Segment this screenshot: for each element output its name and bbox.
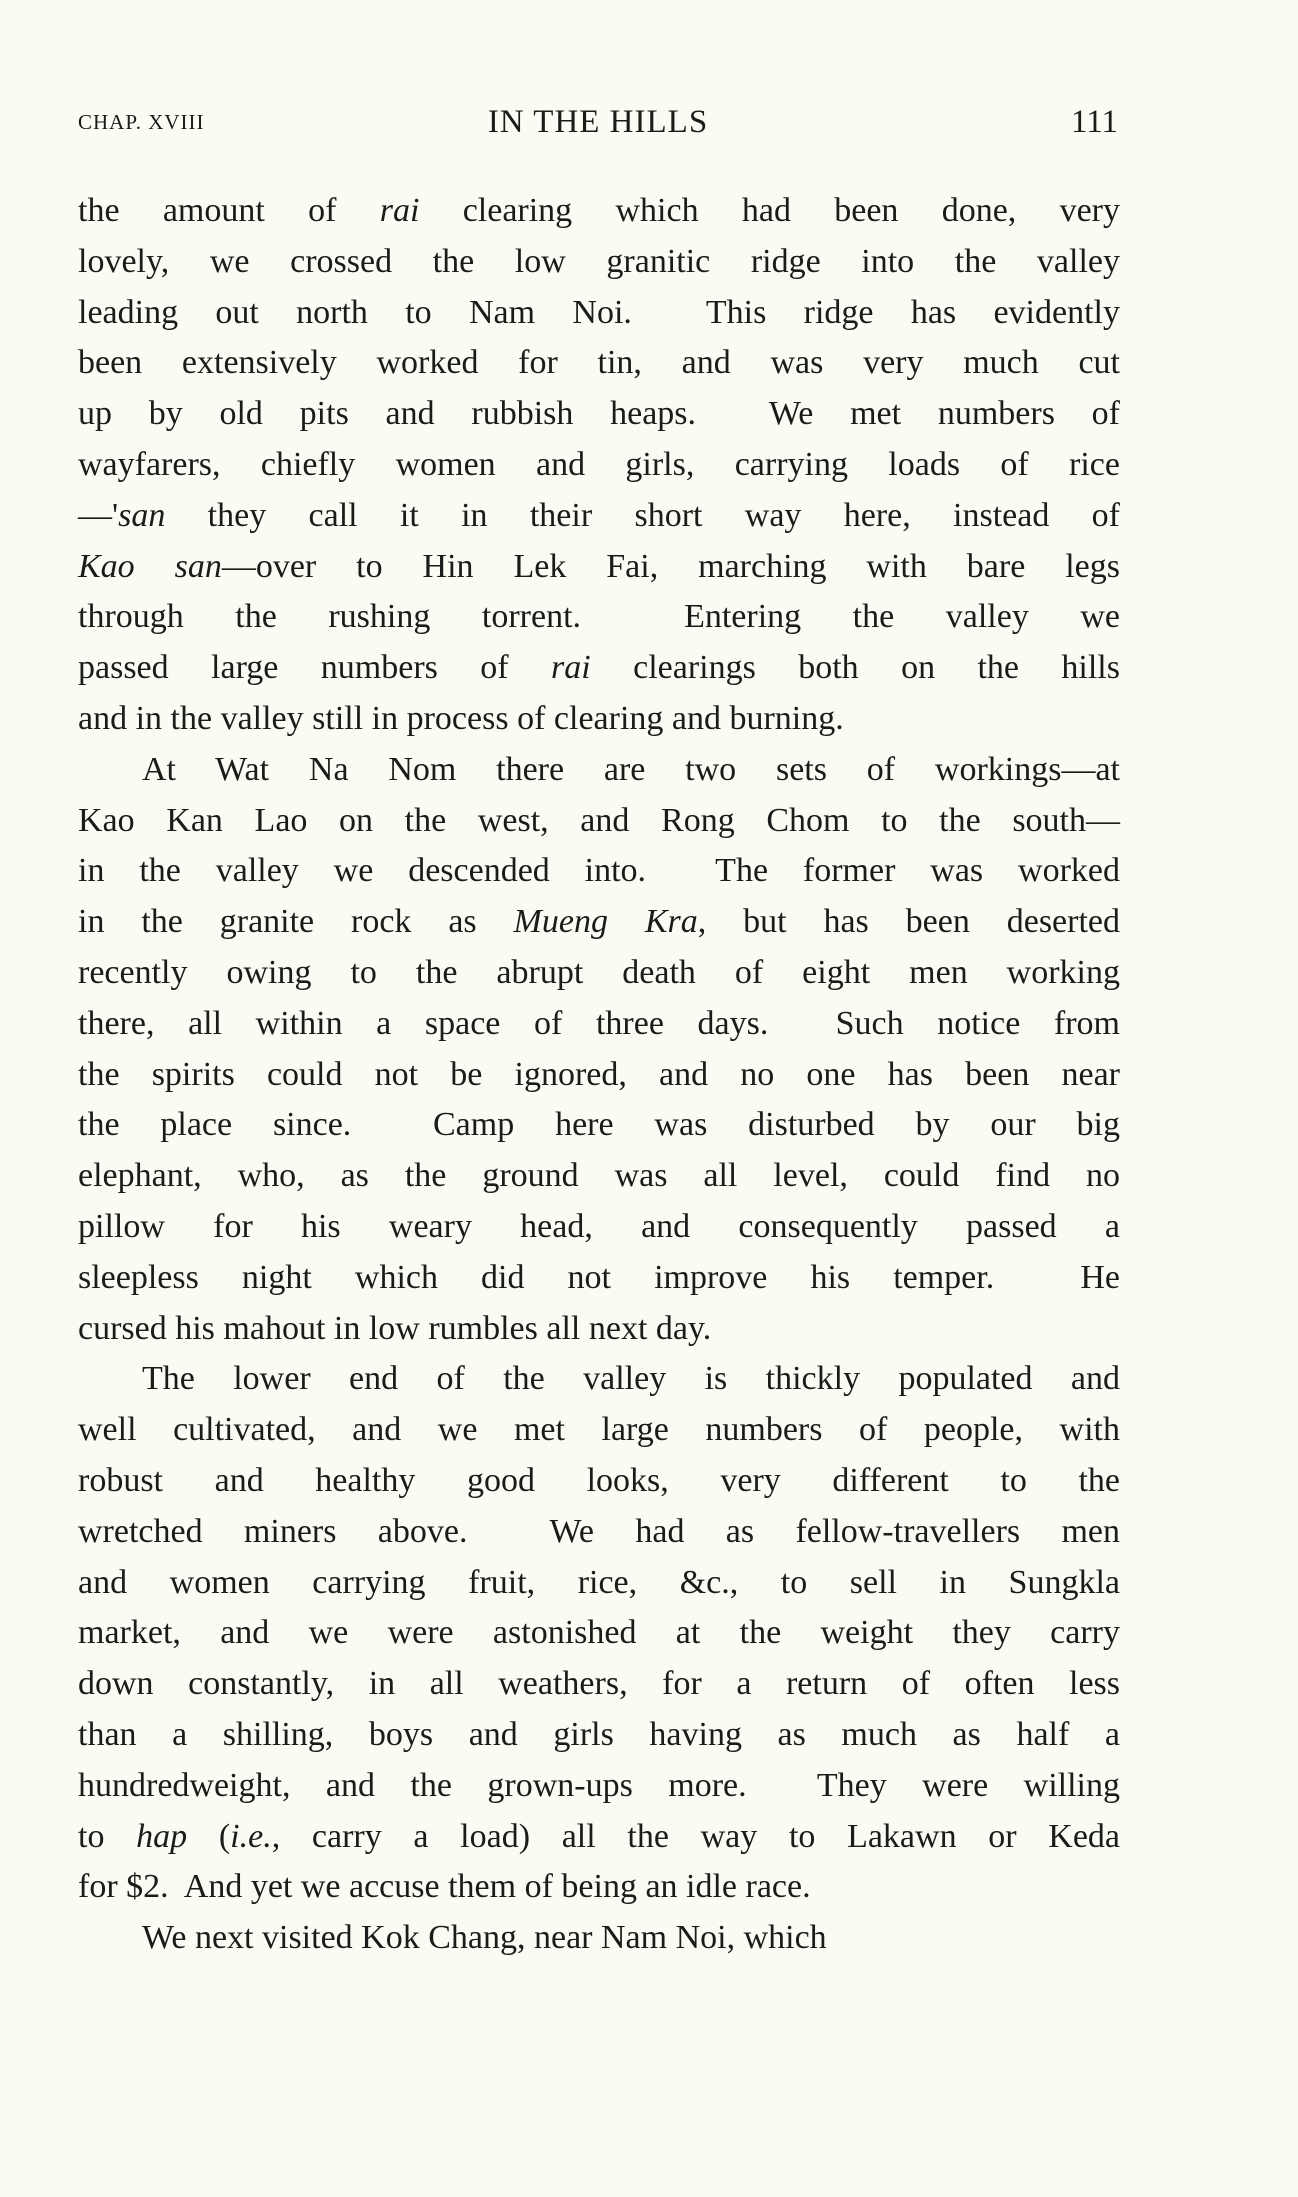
text-run: ( xyxy=(187,1817,231,1855)
text-line xyxy=(78,1100,1120,1151)
text-line xyxy=(78,1304,1120,1355)
text-line xyxy=(78,1659,1120,1710)
text-run: At Wat Na Nom there are two sets of workings—at xyxy=(142,750,1120,788)
text-run: down constantly, in all weathers, for a return of often less xyxy=(78,1665,1120,1703)
page-number: 111 xyxy=(1070,104,1118,140)
text-run: clearings both on the hills xyxy=(590,649,1120,687)
text-line xyxy=(78,440,1120,491)
text-line xyxy=(78,1761,1120,1812)
text-run: wayfarers, chiefly women and girls, carrying loads of rice xyxy=(78,445,1120,483)
text-run: —over to Hin Lek Fai, marching with bare legs xyxy=(221,547,1120,585)
text-line xyxy=(78,745,1120,796)
text-run: to xyxy=(78,1817,137,1855)
text-line xyxy=(78,389,1120,440)
text-line xyxy=(78,186,1120,237)
text-run: market, and we were astonished at the weight they carry xyxy=(78,1614,1120,1652)
text-line xyxy=(78,694,1120,745)
italic-run: Kao san xyxy=(78,547,222,585)
text-run: through the rushing torrent. Entering the valley we xyxy=(78,598,1120,636)
text-run: We next visited Kok Chang, near Nam Noi, which xyxy=(142,1919,827,1957)
body-text xyxy=(78,186,1120,1964)
text-run: sleepless night which did not improve his temper. He xyxy=(78,1258,1120,1296)
text-run: they call it in their short way here, instead of xyxy=(165,496,1120,534)
text-run: well cultivated, and we met large numbers of people, with xyxy=(78,1411,1120,1449)
text-run: hundredweight, and the grown-ups more. They were willing xyxy=(78,1766,1120,1804)
text-run: Kao Kan Lao on the west, and Rong Chom to the south— xyxy=(78,801,1120,839)
text-run: the amount of xyxy=(78,192,380,229)
text-line xyxy=(78,796,1120,847)
italic-run: Mueng Kra xyxy=(513,903,698,941)
running-title: IN THE HILLS xyxy=(487,104,709,140)
text-line xyxy=(78,643,1120,694)
text-run: lovely, we crossed the low granitic ridge into the valley xyxy=(78,242,1120,280)
text-run: wretched miners above. We had as fellow-travellers men xyxy=(78,1512,1120,1550)
text-run: and in the valley still in process of clearing and burning. xyxy=(78,699,844,737)
text-run: —' xyxy=(78,496,119,534)
text-line xyxy=(78,1507,1120,1558)
text-line xyxy=(78,846,1120,897)
text-line xyxy=(78,1913,1120,1964)
italic-run: rai xyxy=(551,649,591,687)
text-run: the place since. Camp here was disturbed by our big xyxy=(78,1106,1120,1144)
text-line xyxy=(78,237,1120,288)
italic-run: i.e. xyxy=(230,1817,272,1855)
text-run: up by old pits and rubbish heaps. We met numbers of xyxy=(78,395,1120,433)
italic-run: hap xyxy=(136,1817,188,1855)
text-run: there, all within a space of three days. Such notice from xyxy=(78,1004,1120,1042)
text-line xyxy=(78,1151,1120,1202)
running-head xyxy=(78,104,1118,148)
text-run: and women carrying fruit, rice, &c., to sell in Sungkla xyxy=(78,1563,1120,1601)
text-run: in the granite rock as xyxy=(78,903,514,941)
text-run: for $2. And yet we accuse them of being an idle race. xyxy=(78,1868,811,1906)
text-line xyxy=(78,1253,1120,1304)
text-run: pillow for his weary head, and consequently passed a xyxy=(78,1207,1120,1245)
text-line xyxy=(78,288,1120,339)
text-run: elephant, who, as the ground was all level, could find no xyxy=(78,1157,1120,1195)
text-line xyxy=(78,999,1120,1050)
text-run: the spirits could not be ignored, and no one has been near xyxy=(78,1055,1120,1093)
text-run: than a shilling, boys and girls having as much as half a xyxy=(78,1715,1120,1753)
text-run: cursed his mahout in low rumbles all next day. xyxy=(78,1309,712,1347)
italic-run: rai xyxy=(379,192,420,229)
text-line xyxy=(78,1202,1120,1253)
text-line xyxy=(78,592,1120,643)
text-line xyxy=(78,1862,1120,1913)
text-run: been extensively worked for tin, and was very much cut xyxy=(78,344,1120,382)
text-line xyxy=(78,1354,1120,1405)
text-line xyxy=(78,948,1120,999)
text-line xyxy=(78,1608,1120,1659)
text-line xyxy=(78,1558,1120,1609)
text-run: in the valley we descended into. The former was worked xyxy=(78,852,1120,890)
text-run: passed large numbers of xyxy=(78,649,552,687)
text-run: robust and healthy good looks, very different to the xyxy=(78,1461,1120,1499)
text-run: , but has been deserted xyxy=(697,903,1120,941)
text-line xyxy=(78,897,1120,948)
text-line xyxy=(78,1710,1120,1761)
chapter-label: CHAP. XVIII xyxy=(78,110,205,134)
text-line xyxy=(78,1812,1120,1863)
text-run: , carry a load) all the way to Lakawn or Keda xyxy=(271,1817,1121,1855)
text-line xyxy=(78,1050,1120,1101)
text-run: leading out north to Nam Noi. This ridge has evidently xyxy=(78,293,1120,331)
text-line xyxy=(78,1405,1120,1456)
text-run: clearing which had been done, very xyxy=(419,192,1121,229)
italic-run: san xyxy=(118,496,166,534)
text-run: recently owing to the abrupt death of eight men working xyxy=(78,953,1120,991)
text-line xyxy=(78,338,1120,389)
text-line xyxy=(78,491,1120,542)
text-line xyxy=(78,542,1120,593)
text-run: The lower end of the valley is thickly populated and xyxy=(142,1360,1120,1398)
text-line xyxy=(78,1456,1120,1507)
